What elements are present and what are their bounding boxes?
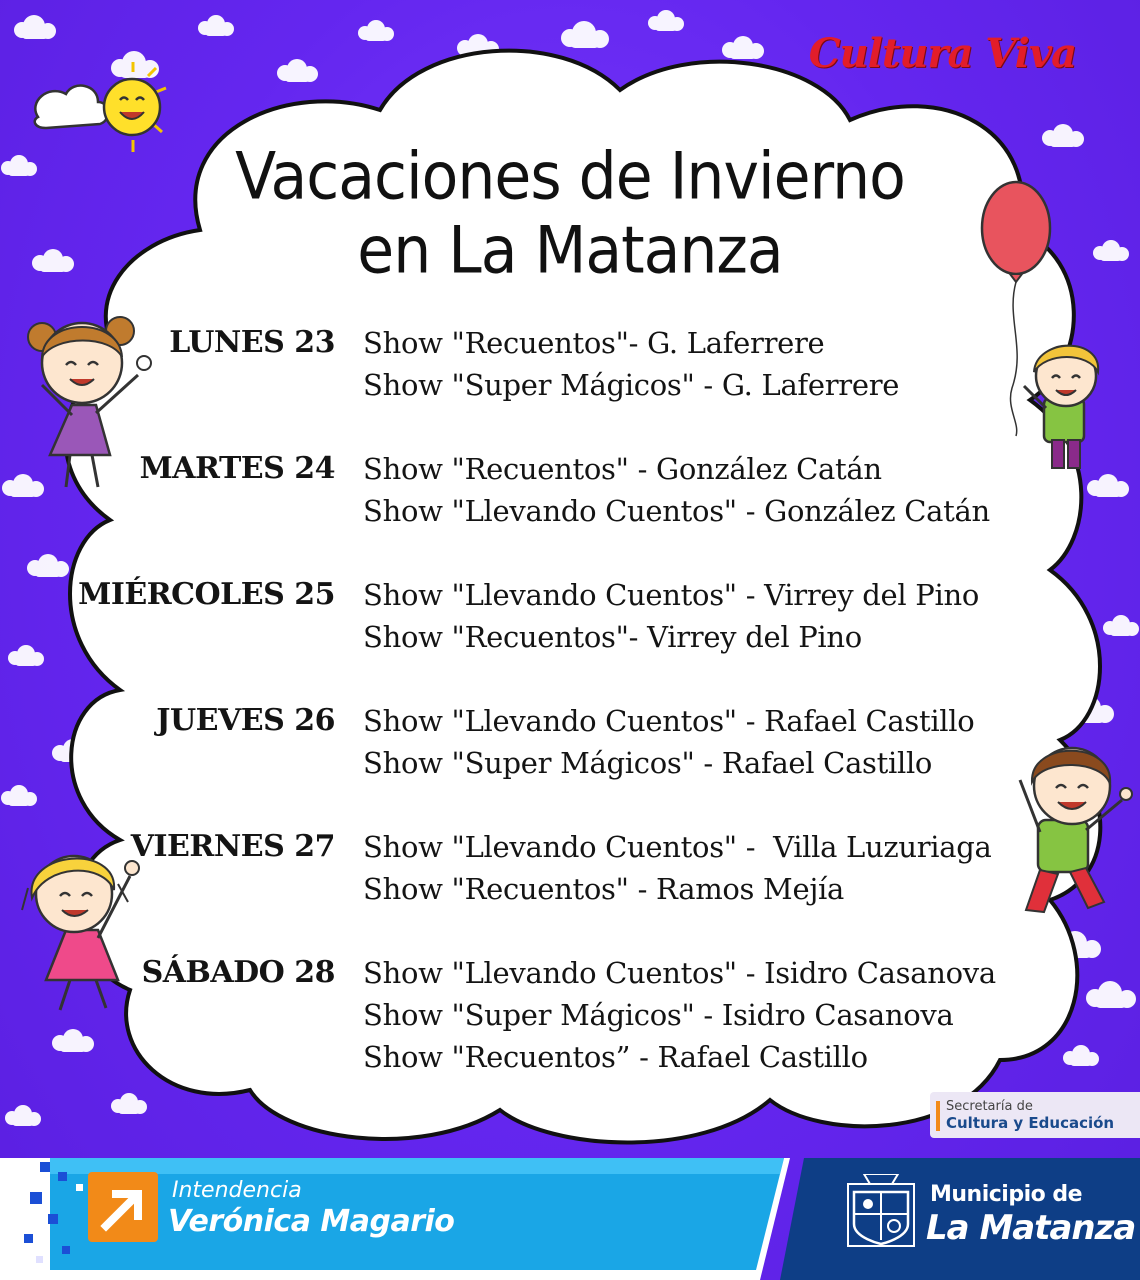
day-label: LUNES 23 (169, 325, 335, 360)
day-label: MARTES 24 (139, 451, 335, 486)
day-label: VIERNES 27 (130, 829, 335, 864)
show-item: Show "Llevando Cuentos" - Isidro Casanova (363, 956, 996, 990)
schedule-day (60, 448, 1060, 532)
schedule-day (60, 826, 1060, 910)
show-item: Show "Super Mágicos" - Isidro Casanova (363, 998, 954, 1032)
show-list (363, 574, 979, 658)
show-item: Show "Super Mágicos" - Rafael Castillo (363, 746, 933, 780)
intendente-name: Verónica Magario (168, 1204, 455, 1239)
schedule-day (60, 700, 1060, 784)
day-label: MIÉRCOLES 25 (78, 577, 335, 612)
secretaria-badge (930, 1092, 1140, 1138)
title-line-2: en La Matanza (357, 213, 783, 289)
title-line-1: Vacaciones de Invierno (235, 139, 905, 215)
show-list (363, 826, 992, 910)
footer-intendencia (0, 1158, 800, 1280)
schedule-day (60, 952, 1060, 1078)
show-item: Show "Llevando Cuentos" - Villa Luzuriaga (363, 830, 992, 864)
show-item: Show "Llevando Cuentos" - Rafael Castillo (363, 704, 975, 738)
municipal-seal-icon (846, 1174, 916, 1248)
cultura-viva-logo: Cultura Viva (808, 30, 1076, 77)
municipio-label: Municipio de (930, 1182, 1083, 1207)
show-list (363, 448, 990, 532)
show-list (363, 322, 899, 406)
show-item: Show "Recuentos" - González Catán (363, 452, 882, 486)
day-label: SÁBADO 28 (141, 955, 335, 990)
secretaria-accent-bar (936, 1101, 940, 1131)
intendencia-label: Intendencia (172, 1178, 302, 1203)
show-item: Show "Super Mágicos" - G. Laferrere (363, 368, 900, 402)
secretaria-line-1: Secretaría de (946, 1099, 1033, 1114)
show-list (363, 700, 974, 784)
show-list (363, 952, 996, 1078)
schedule-day (60, 574, 1060, 658)
page-title (0, 140, 1140, 288)
show-item: Show "Recuentos"- G. Laferrere (363, 326, 825, 360)
show-item: Show "Llevando Cuentos" - Virrey del Pino (363, 578, 979, 612)
schedule-list (60, 322, 1060, 1120)
show-item: Show "Recuentos"- Virrey del Pino (363, 620, 862, 654)
secretaria-line-2: Cultura y Educación (946, 1114, 1115, 1132)
show-item: Show "Llevando Cuentos" - González Catán (363, 494, 990, 528)
footer-municipio (780, 1158, 1140, 1280)
show-item: Show "Recuentos” - Rafael Castillo (363, 1040, 868, 1074)
day-label: JUEVES 26 (156, 703, 335, 738)
schedule-day (60, 322, 1060, 406)
arrow-logo-icon (88, 1172, 158, 1242)
municipio-name: La Matanza (926, 1208, 1136, 1248)
show-item: Show "Recuentos" - Ramos Mejía (363, 872, 844, 906)
